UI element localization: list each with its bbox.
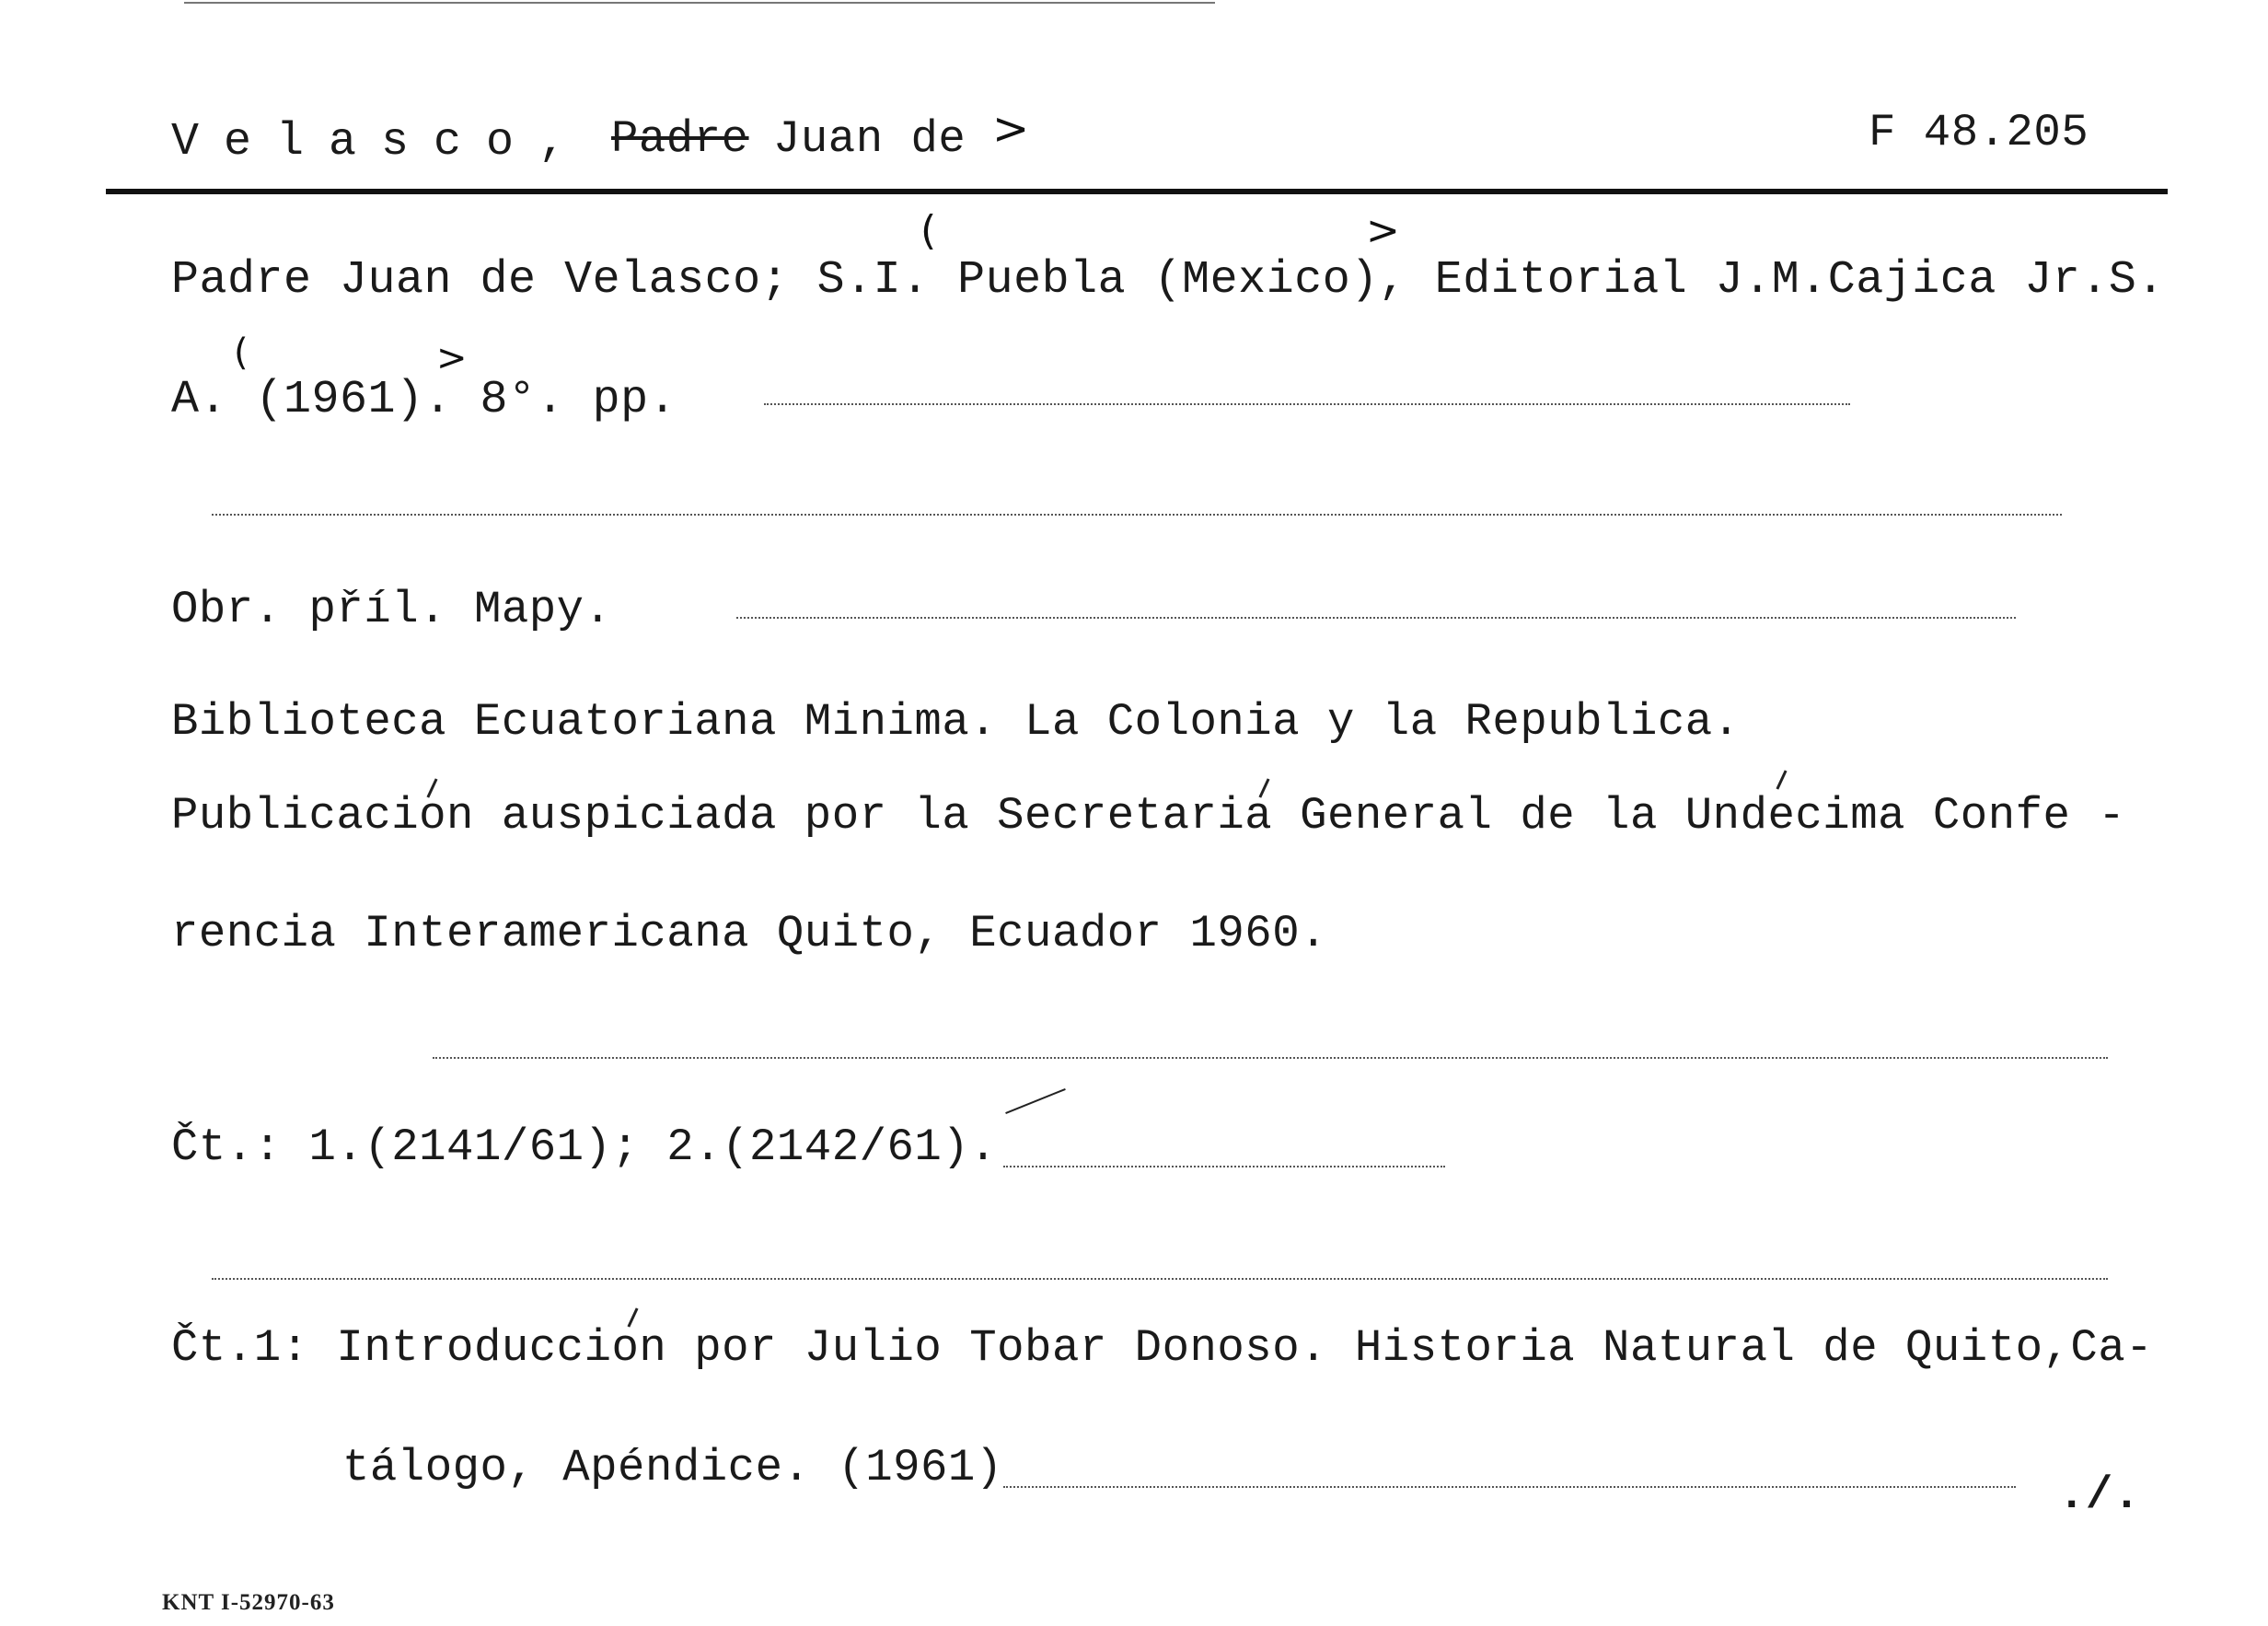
series-note: Biblioteca Ecuatoriana Minima. La Colonia y la Republica.	[171, 696, 1741, 748]
fill-line	[1003, 1486, 2016, 1488]
blank-line	[212, 514, 2062, 516]
card-footer-code: KNT I-52970-63	[162, 1590, 335, 1615]
author-surname: Velasco,	[171, 116, 592, 168]
correction-mark-icon: >	[1366, 207, 1400, 254]
collation-note: Obr. příl. Mapy.	[171, 584, 612, 635]
correction-mark-icon: >	[436, 337, 468, 379]
imprint-line-continued: A. (1961). 8°. pp.	[171, 374, 677, 426]
blank-line	[433, 1057, 2108, 1059]
fill-line	[764, 403, 1850, 405]
correction-mark-icon: >	[992, 103, 1030, 155]
correction-mark-icon: (	[920, 207, 937, 254]
call-number: F 48.205	[1869, 107, 2089, 158]
end-mark: ./.	[2058, 1469, 2141, 1521]
contents-note-continued: tálogo, Apéndice. (1961)	[342, 1442, 1003, 1493]
struck-word: Padre	[611, 113, 749, 165]
contents-note: Čt.1: Introduccion por Julio Tobar Donoso. Historia Natural de Quito,Ca-	[171, 1322, 2154, 1374]
top-edge-rule	[184, 2, 1215, 4]
heading-rule	[106, 189, 2168, 194]
fill-line	[1003, 1166, 1445, 1167]
volume-note: Čt.: 1.(2141/61); 2.(2142/61).	[171, 1121, 998, 1173]
publication-note-continued: rencia Interamericana Quito, Ecuador 1960.	[171, 908, 1328, 959]
author-given-name: Juan de	[773, 113, 966, 165]
accent-mark-icon	[1776, 770, 1787, 789]
correction-mark-icon: (	[234, 331, 249, 374]
publication-note: Publicacion auspiciada por la Secretaria General de la Undecima Confe -	[171, 790, 2126, 842]
imprint-line: Padre Juan de Velasco; S.I. Puebla (Mexico), Editorial J.M.Cajica Jr.S.	[171, 254, 2165, 307]
blank-line	[212, 1278, 2108, 1280]
pencil-stroke	[1005, 1088, 1066, 1114]
fill-line	[736, 617, 2016, 619]
